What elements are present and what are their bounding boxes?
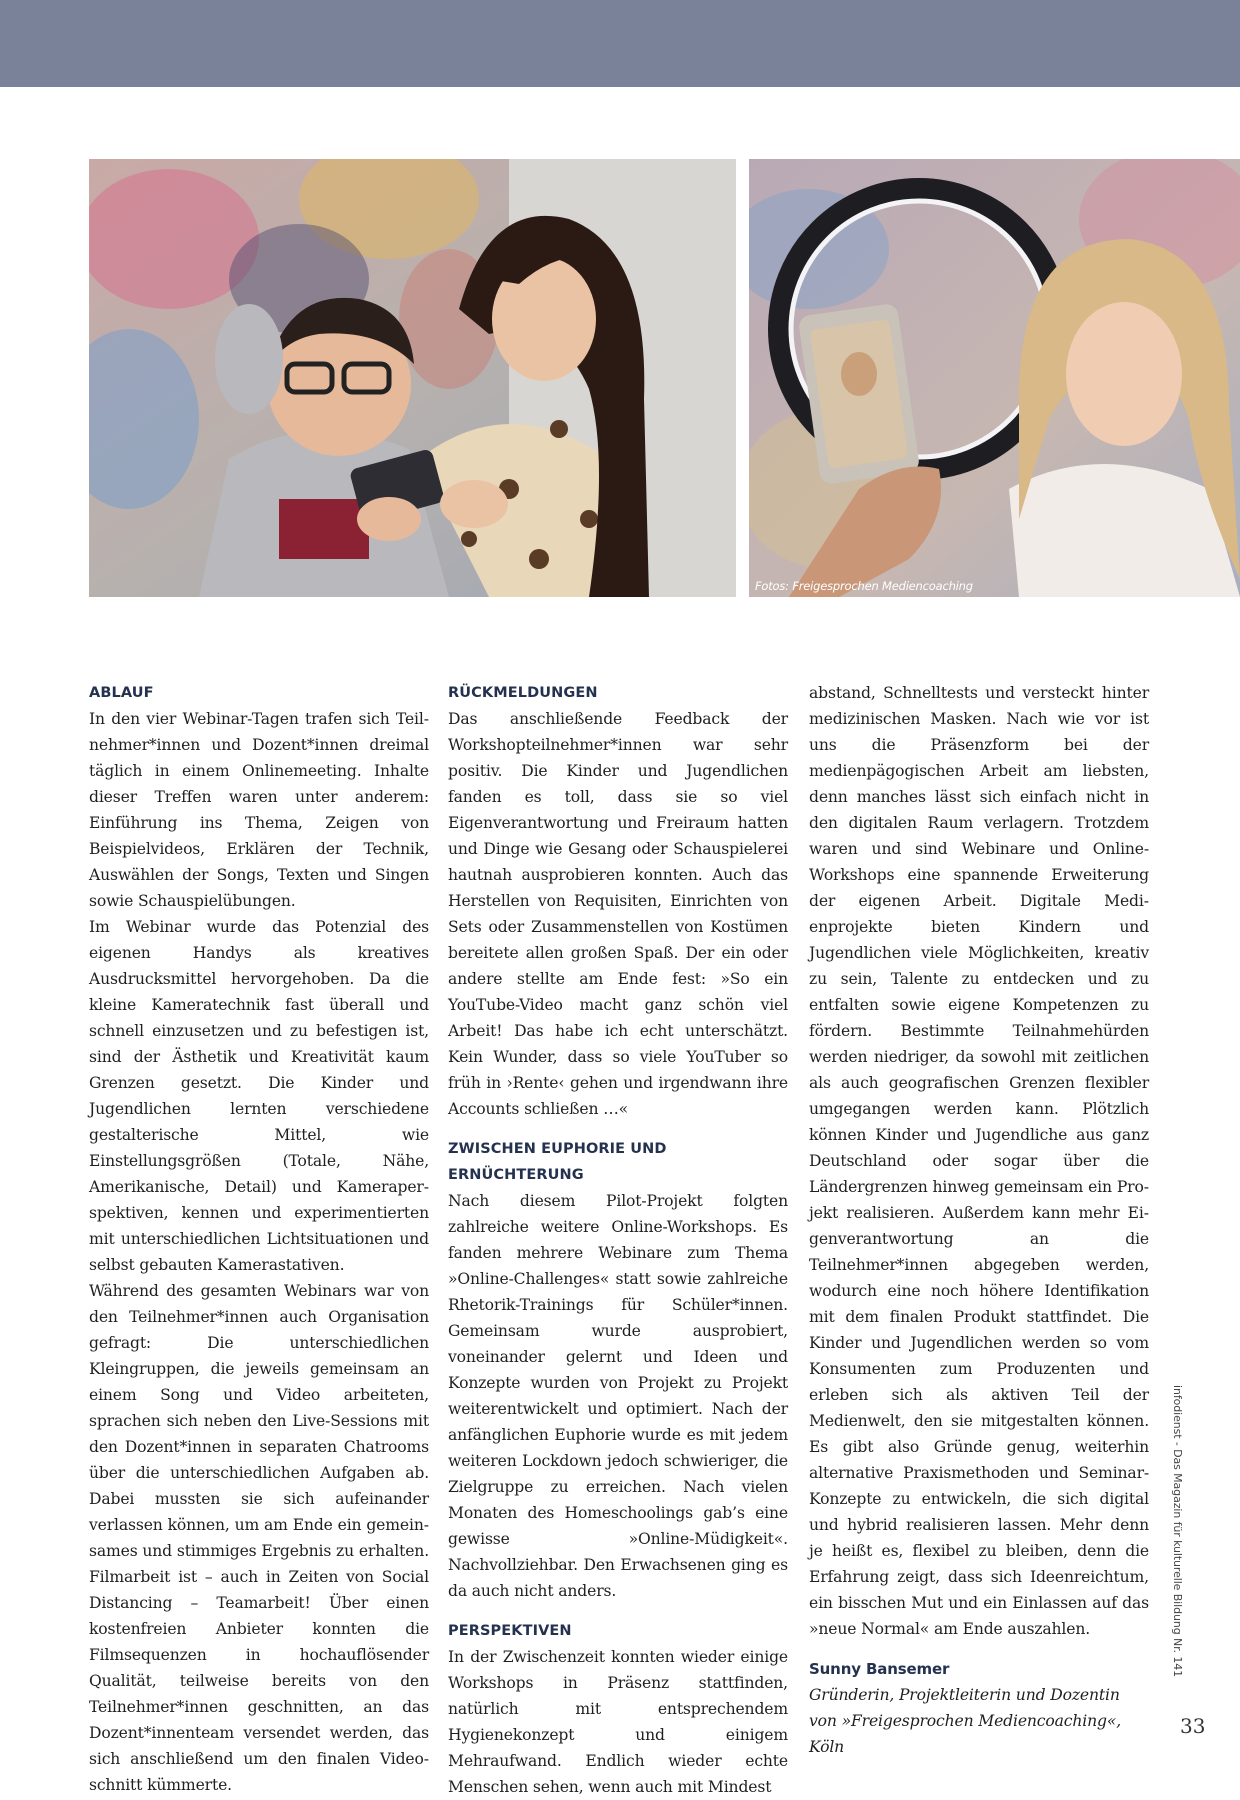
paragraph: abstand, Schnelltests und versteckt hinter medizinischen Masken. Nach wie vor ist uns die Präsenzform bei der medienpägogischen Arbeit am liebsten, denn manches lässt sich einfach nicht in den digitalen Raum verlagern. Trotzdem waren und sind Webinare und Online-Workshops eine spannende Erweiterung der eigenen Arbeit. Digitale Medienprojekte bieten Kindern und Jugendlichen viele Möglichkeiten, kreativ zu sein, Talente zu entdecken und zu entfalten sowie eigene Kompetenzen zu fördern. Bestimmte Teilnahmehürden werden niedriger, da sowohl mit zeitlichen als auch geografischen Grenzen flexibler umgegangen werden kann. Plötzlich können Kinder und Jugendliche aus ganz Deutschland oder sogar über die Ländergrenzen hinweg gemeinsam ein Projekt realisieren. Außerdem kann mehr Eigenverantwortung an die Teilnehmer*innen abgegeben werden, wodurch eine noch höhere Identifikation mit dem finalen Produkt stattfindet. Die Kinder und Jugendlichen werden so vom Konsumenten zum Produzenten und erleben sich als aktiven Teil der Medienwelt, den sie mitgestalten können. Es gibt also Gründe genug, weiterhin alternative Praxismethoden und Seminar-Konzepte zu entwickeln, die sich digital und hybrid realisieren lassen. Mehr denn je heißt es, flexibel zu bleiben, denn die Erfahrung zeigt, dass sich Ideenreichtum, ein bisschen Mut und ein Einlassen auf das »neue Normal« am Ende auszahlen. bbox=[809, 684, 1149, 1638]
author-name: Sunny Bansemer bbox=[809, 1660, 950, 1678]
heading-euphorie: ZWISCHEN EUPHORIE UND ERNÜCHTERUNG bbox=[448, 1141, 667, 1183]
column-2 bbox=[448, 680, 788, 1800]
heading-ablauf: ABLAUF bbox=[89, 685, 154, 701]
magazine-sidebar-label: infodienst - Das Magazin für kulturelle Bildung Nr. 141 bbox=[1171, 1385, 1184, 1678]
photo-girl-ring-light bbox=[749, 159, 1240, 597]
paragraph: In der Zwischenzeit konnten wieder einige Workshops in Präsenz stattfinden, natürlich mit entsprechendem Hygienekonzept und einigem Mehraufwand. Endlich wieder echte Menschen sehen, wenn auch mit Mindest bbox=[448, 1648, 788, 1796]
column-3 bbox=[809, 680, 1149, 1760]
heading-perspektiven: PERSPEKTIVEN bbox=[448, 1623, 572, 1639]
photo-credit: Fotos: Freigesprochen Mediencoaching bbox=[755, 579, 973, 593]
page-number: 33 bbox=[1180, 1714, 1206, 1738]
paragraph: Nach diesem Pilot-Projekt folgten zahlreiche weitere Online-Workshops. Es fanden mehrere Webinare zum Thema »Online-Challenges« statt sowie zahlreiche Rhetorik-Trainings für Schüler*innen. Gemeinsam wurde ausprobiert, voneinander gelernt und Ideen und Konzepte wurden von Projekt zu Projekt weiterentwickelt und optimiert. Nach der anfänglichen Euphorie wurde es mit jedem weiteren Lockdown jedoch schwieriger, die Zielgruppe zu erreichen. Nach vielen Monaten des Homeschoolings gab’s eine gewisse »Online-Müdigkeit«. Nachvollziehbar. Den Erwachsenen ging es da auch nicht anders. bbox=[448, 1192, 788, 1600]
column-1 bbox=[89, 680, 429, 1798]
paragraph: In den vier Webinar-Tagen trafen sich Teilnehmer*innen und Dozent*innen dreimal täglich in einem Onlinemeeting. Inhalte dieser Treffen waren unter anderem: Einführung ins Thema, Zeigen von Beispielvideos, Erklären der Technik, Auswählen der Songs, Texten und Singen sowie Schauspielübungen. bbox=[89, 710, 429, 910]
author-role: Gründerin, Projektleiterin und Dozentin von »Freigesprochen Mediencoaching«, Köln bbox=[809, 1686, 1122, 1756]
paragraph: Im Webinar wurde das Potenzial des eigenen Handys als kreatives Ausdrucksmittel hervorgehoben. Da die kleine Kameratechnik fast überall und schnell einzusetzen und zu befestigen ist, sind der Ästhetik und Kreativität kaum Grenzen gesetzt. Die Kinder und Jugendlichen lernten verschiedene gestalterische Mittel, wie Einstellungsgrößen (Totale, Nähe, Amerikanische, Detail) und Kameraperspektiven, kennen und experimentierten mit unterschiedlichen Lichtsituationen und selbst gebauten Kamerastativen. bbox=[89, 918, 429, 1274]
heading-rueckmeldungen: RÜCKMELDUNGEN bbox=[448, 685, 598, 701]
header-band bbox=[0, 0, 1240, 87]
photo-kids-with-phone bbox=[89, 159, 736, 597]
paragraph: Während des gesamten Webinars war von den Teilnehmer*innen auch Organisation gefragt: Die unterschiedlichen Kleingruppen, die jeweils gemeinsam an einem Song und Video arbeiteten, sprachen sich neben den Live-Sessions mit den Dozent*innen in separaten Chatrooms über die unterschiedlichen Aufgaben ab. Dabei mussten sie sich aufeinander verlassen können, um am Ende ein gemeinsames und stimmiges Ergebnis zu erhalten. Filmarbeit ist – auch in Zeiten von Social Distancing – Teamarbeit! Über einen kostenfreien Anbieter konnten die Filmsequenzen in hochauflösender Qualität, teilweise bereits von den Teilnehmer*innen geschnitten, an das Dozent*innenteam versendet werden, das sich anschließend um den finalen Videoschnitt kümmerte. bbox=[89, 1282, 429, 1794]
paragraph: Das anschließende Feedback der Workshopteilnehmer*innen war sehr positiv. Die Kinder und Jugendlichen fanden es toll, dass sie so viel Eigenverantwortung und Freiraum hatten und Dinge wie Gesang oder Schauspielerei hautnah ausprobieren konnten. Auch das Herstellen von Requisiten, Einrichten von Sets oder Zusammenstellen von Kostümen bereitete allen großen Spaß. Der ein oder andere stellte am Ende fest: »So ein YouTube-Video macht ganz schön viel Arbeit! Das habe ich echt unterschätzt. Kein Wunder, dass so viele YouTuber so früh in ›Rente‹ gehen und irgendwann ihre Accounts schließen …« bbox=[448, 710, 788, 1118]
